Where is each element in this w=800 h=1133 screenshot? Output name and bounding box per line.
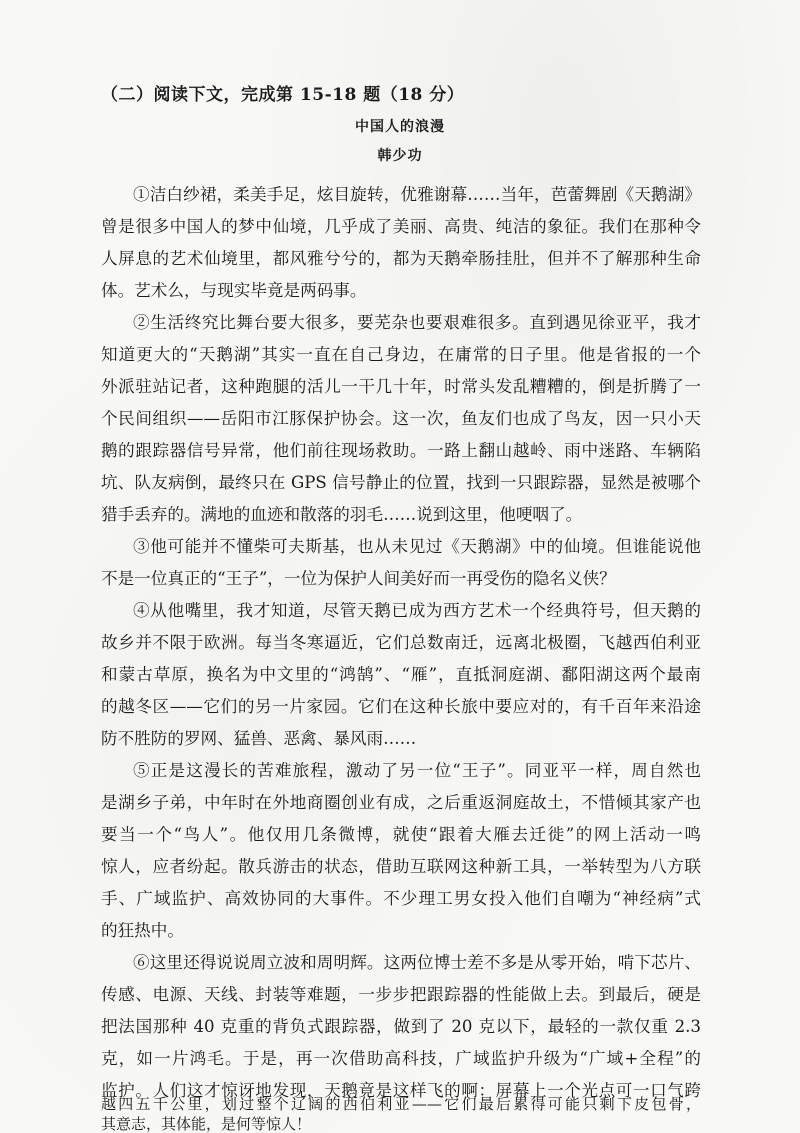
paragraph-6-line: 监护。人们这才惊讶地发现，天鹅竟是这样飞的啊：屏幕上一个光点可一口气跨 — [101, 1081, 701, 1100]
paragraph-5-line: 的狂热中。 — [101, 921, 184, 940]
paragraph-5-line: 要当一个“鸟人”。他仅用几条微博，就使“跟着大雁去迁徙”的网上活动一鸣 — [101, 825, 701, 844]
paragraph-4-line: ④从他嘴里，我才知道，尽管天鹅已成为西方艺术一个经典符号，但天鹅的 — [133, 601, 701, 620]
paragraph-4-line: 和蒙古草原，换名为中文里的“鸿鹄”、“雁”，直抵洞庭湖、鄱阳湖这两个最南 — [101, 665, 701, 684]
paragraph-2-line: 个民间组织——岳阳市江豚保护协会。这一次，鱼友们也成了鸟友，因一只小天 — [101, 409, 701, 428]
paragraph-6-line: ⑥这里还得说说周立波和周明辉。这两位博士差不多是从零开始，啃下芯片、 — [133, 953, 701, 972]
paragraph-4-line: 防不胜防的罗网、猛兽、恶禽、暴风雨…… — [101, 729, 417, 748]
paragraph-5-line: 惊人，应者纷起。散兵游击的状态，借助互联网这种新工具，一举转型为八方联 — [101, 857, 701, 876]
paragraph-4-line: 故乡并不限于欧洲。每当冬寒逼近，它们总数南迁，远离北极圈，飞越西伯利亚 — [101, 633, 701, 652]
paragraph-2-line: 坑、队友病倒，最终只在 GPS 信号静止的位置，找到一只跟踪器，显然是被哪个 — [101, 473, 701, 492]
article-author: 韩少功 — [377, 148, 423, 164]
section-heading: （二）阅读下文，完成第 15-18 题（18 分） — [101, 85, 465, 105]
paragraph-6-line: 传感、电源、天线、封装等难题，一步步把跟踪器的性能做上去。到最后，硬是 — [101, 985, 701, 1004]
paragraph-3-line: 不是一位真正的“王子”，一位为保护人间美好而一再受伤的隐名义侠？ — [101, 569, 616, 588]
article-title: 中国人的浪漫 — [355, 119, 445, 135]
paragraph-1-line: 人屏息的艺术仙境里，都风雅兮兮的，都为天鹅牵肠挂肚，但并不了解那种生命 — [101, 249, 701, 268]
paragraph-2-line: 外派驻站记者，这种跑腿的活儿一干几十年，时常头发乱糟糟的，倒是折腾了一 — [101, 377, 701, 396]
paragraph-6-line: 克，如一片鸿毛。于是，再一次借助高科技，广域监护升级为“广域+全程”的 — [101, 1049, 701, 1068]
paragraph-6-line: 其意志，其体能，是何等惊人！ — [101, 1115, 312, 1133]
paragraph-6-line: 越四五千公里，划过整个辽阔的西伯利亚——它们最后累得可能只剩下皮包骨， — [101, 1095, 701, 1113]
paragraph-2-line: 知道更大的“天鹅湖”其实一直在自己身边，在庸常的日子里。他是省报的一个 — [101, 345, 701, 364]
paragraph-6-line: 把法国那种 40 克重的背负式跟踪器，做到了 20 克以下，最轻的一款仅重 2.3 — [101, 1017, 701, 1036]
paragraph-2-line: 鹅的跟踪器信号异常，他们前往现场救助。一路上翻山越岭、雨中迷路、车辆陷 — [101, 441, 701, 460]
paragraph-2-line: ②生活终究比舞台要大很多，要芜杂也要艰难很多。直到遇见徐亚平，我才 — [133, 313, 701, 332]
paragraph-3-line: ③他可能并不懂柴可夫斯基，也从未见过《天鹅湖》中的仙境。但谁能说他 — [133, 537, 701, 556]
paragraph-1-line: ①洁白纱裙，柔美手足，炫目旋转，优雅谢幕……当年，芭蕾舞剧《天鹅湖》 — [133, 185, 701, 204]
paragraph-1-line: 体。艺术么，与现实毕竟是两码事。 — [101, 281, 367, 300]
paragraph-5-line: ⑤正是这漫长的苦难旅程，激动了另一位“王子”。同亚平一样，周自然也 — [133, 761, 701, 780]
paragraph-5-line: 手、广域监护、高效协同的大事件。不少理工男女投入他们自嘲为“神经病”式 — [101, 889, 701, 908]
paragraph-1-line: 曾是很多中国人的梦中仙境，几乎成了美丽、高贵、纯洁的象征。我们在那种令 — [101, 217, 701, 236]
paragraph-2-line: 猎手丢弃的。满地的血迹和散落的羽毛……说到这里，他哽咽了。 — [101, 505, 583, 524]
paragraph-5-line: 是湖乡子弟，中年时在外地商圈创业有成，之后重返洞庭故土，不惜倾其家产也 — [101, 793, 701, 812]
paragraph-4-line: 的越冬区——它们的另一片家园。它们在这种长旅中要应对的，有千百年来沿途 — [101, 697, 701, 716]
